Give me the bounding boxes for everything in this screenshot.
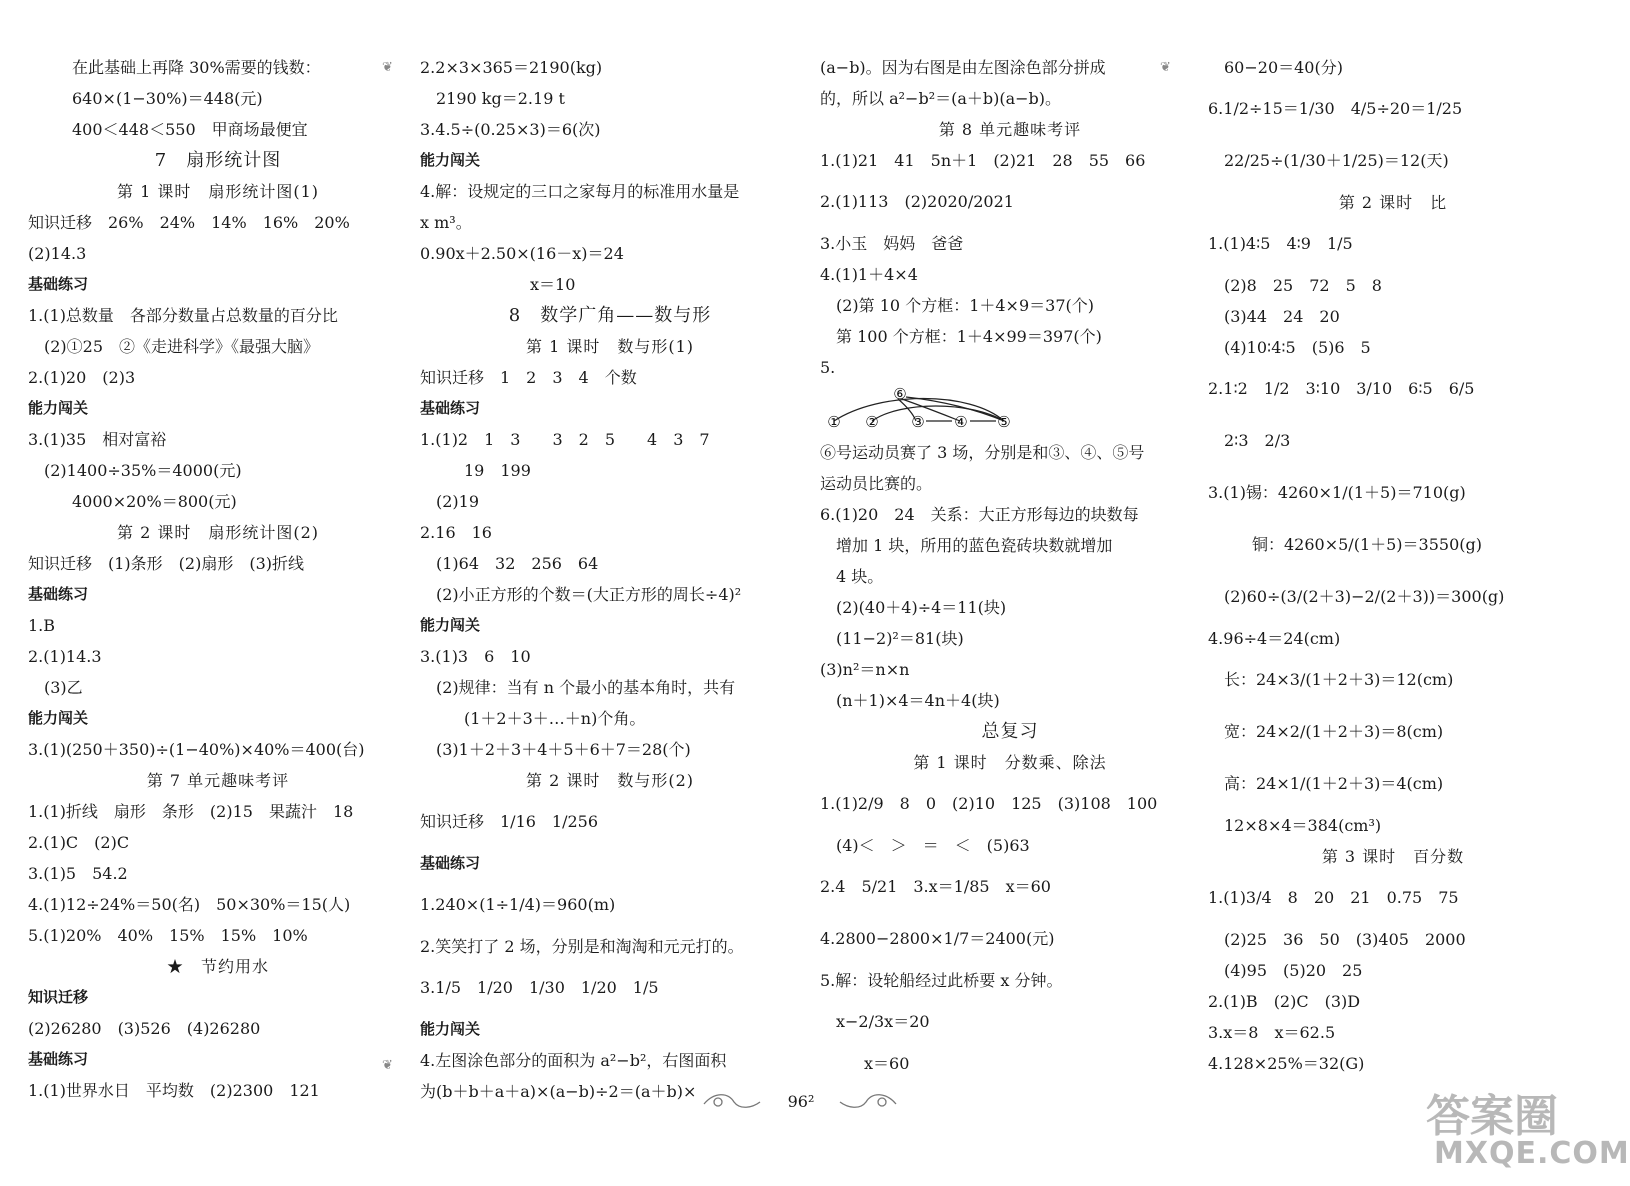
text-line: 2.(1)14.3 bbox=[28, 647, 102, 666]
text-line: 2.(1)C (2)C bbox=[28, 833, 130, 852]
text-line: (1＋2＋3＋…＋n)个角。 bbox=[464, 709, 646, 728]
text-line: 运动员比赛的。 bbox=[820, 474, 933, 493]
subsection-heading: 能力闯关 bbox=[420, 151, 481, 169]
node-4: ④ bbox=[954, 413, 968, 431]
text-line: 1.B bbox=[28, 616, 56, 635]
text-line: 3.(1)35 相对富裕 bbox=[28, 430, 167, 449]
text-line: (2)25 36 50 (3)405 2000 bbox=[1224, 930, 1466, 949]
text-line: 的，所以 a²−b²＝(a＋b)(a−b)。 bbox=[820, 89, 1062, 108]
text-line: (3)n²＝n×n bbox=[820, 660, 910, 679]
text-line: (2)第 10 个方框：1＋4×9＝37(个) bbox=[836, 296, 1094, 315]
text-line: 2.(1)B (2)C (3)D bbox=[1208, 992, 1361, 1011]
text-line: x＝60 bbox=[864, 1054, 910, 1073]
lesson-title: 第 3 课时 百分数 bbox=[1321, 847, 1465, 866]
text-line: (2)26280 (3)526 (4)26280 bbox=[28, 1019, 261, 1038]
node-5: ⑤ bbox=[997, 413, 1011, 431]
text-line: 12×8×4＝384(cm³) bbox=[1224, 816, 1382, 835]
lesson-title: 第 1 课时 扇形统计图(1) bbox=[116, 182, 320, 201]
text-line: 5.解：设轮船经过此桥要 x 分钟。 bbox=[820, 971, 1063, 990]
text-line: 2.1∶2 1/2 3∶10 3/10 6∶5 6/5 bbox=[1208, 379, 1475, 398]
text-line: 4.(1)12÷24%＝50(名) 50×30%＝15(人) bbox=[28, 895, 351, 914]
lesson-title: 第 1 课时 数与形(1) bbox=[525, 337, 695, 356]
text-line: (4)10∶4∶5 (5)6 5 bbox=[1224, 338, 1371, 357]
subsection-heading: 能力闯关 bbox=[28, 709, 89, 727]
text-line: 1.(1)总数量 各部分数量占总数量的百分比 bbox=[28, 306, 338, 325]
text-line: 1.(1)折线 扇形 条形 (2)15 果蔬汁 18 bbox=[28, 802, 354, 821]
text-line: 2190 kg＝2.19 t bbox=[436, 89, 565, 108]
text-line: 4.2800−2800×1/7＝2400(元) bbox=[820, 929, 1055, 948]
text-line: 6.(1)20 24 关系：大正方形每边的块数每 bbox=[820, 505, 1139, 524]
text-line: x m³。 bbox=[420, 213, 472, 232]
text-line: 知识迁移 1 2 3 4 个数 bbox=[420, 368, 637, 387]
node-2: ② bbox=[865, 413, 879, 431]
divider-ornament-icon: ❦ bbox=[1160, 60, 1171, 75]
section-title: 7 扇形统计图 bbox=[154, 150, 282, 171]
text-line: 22/25÷(1/30＋1/25)＝12(天) bbox=[1224, 151, 1449, 170]
text-line: 6.1/2÷15＝1/30 4/5÷20＝1/25 bbox=[1208, 99, 1463, 118]
special-topic-title: ★ 节约用水 bbox=[166, 957, 269, 976]
text-line: (1)64 32 256 64 bbox=[436, 554, 599, 573]
text-line: 在此基础上再降 30%需要的钱数： bbox=[72, 58, 321, 77]
unit-review-title: 第 8 单元趣味考评 bbox=[938, 120, 1082, 139]
text-line: 3.小玉 妈妈 爸爸 bbox=[820, 234, 964, 253]
text-line: 3.(1)3 6 10 bbox=[420, 647, 531, 666]
text-line: 4.解：设规定的三口之家每月的标准用水量是 bbox=[420, 182, 740, 201]
text-line: 2.16 16 bbox=[420, 523, 492, 542]
text-line: (2)1400÷35%＝4000(元) bbox=[44, 461, 242, 480]
text-line: 增加 1 块，所用的蓝色瓷砖块数就增加 bbox=[836, 536, 1113, 555]
text-line: 知识迁移 26% 24% 14% 16% 20% bbox=[28, 213, 350, 232]
text-line: 2.笑笑打了 2 场，分别是和淘淘和元元打的。 bbox=[420, 937, 744, 956]
text-line: 5. bbox=[820, 358, 836, 377]
text-line: (a−b)。因为右图是由左图涂色部分拼成 bbox=[820, 58, 1106, 77]
node-3: ③ bbox=[911, 413, 925, 431]
text-line: 4.左图涂色部分的面积为 a²−b²，右图面积 bbox=[420, 1051, 727, 1070]
text-line: 4.96÷4＝24(cm) bbox=[1208, 629, 1341, 648]
text-line: 1.(1)2/9 8 0 (2)10 125 (3)108 100 bbox=[820, 794, 1158, 813]
text-line: 1.(1)2 1 3 3 2 5 4 3 7 bbox=[420, 430, 710, 449]
text-line: 640×(1−30%)＝448(元) bbox=[72, 89, 263, 108]
text-line: 长：24×3/(1＋2＋3)＝12(cm) bbox=[1224, 670, 1454, 689]
text-line: 2.2×3×365＝2190(kg) bbox=[420, 58, 603, 77]
text-line: 3.1/5 1/20 1/30 1/20 1/5 bbox=[420, 978, 659, 997]
subsection-heading: 能力闯关 bbox=[420, 616, 481, 634]
text-line: (11−2)²＝81(块) bbox=[836, 629, 964, 648]
subsection-heading: 基础练习 bbox=[420, 854, 481, 872]
text-line: (4)95 (5)20 25 bbox=[1224, 961, 1363, 980]
subsection-heading: 知识迁移 bbox=[28, 988, 89, 1006]
node-1: ① bbox=[827, 413, 841, 431]
subsection-heading: 基础练习 bbox=[420, 399, 481, 417]
text-line: (2)(40＋4)÷4＝11(块) bbox=[836, 598, 1007, 617]
text-line: 19 199 bbox=[464, 461, 531, 480]
text-line: 400＜448＜550 甲商场最便宜 bbox=[72, 120, 308, 139]
text-line: 1.240×(1÷1/4)＝960(m) bbox=[420, 895, 616, 914]
text-line: (2)60÷(3/(2＋3)−2/(2＋3))＝300(g) bbox=[1224, 587, 1505, 606]
text-line: 2.(1)113 (2)2020/2021 bbox=[820, 192, 1014, 211]
subsection-heading: 基础练习 bbox=[28, 1050, 89, 1068]
text-line: 60−20＝40(分) bbox=[1224, 58, 1343, 77]
answer-column-4 bbox=[1208, 52, 1578, 1079]
unit-review-title: 第 7 单元趣味考评 bbox=[146, 771, 290, 790]
section-title: 总复习 bbox=[981, 721, 1039, 742]
text-line: 0.90x＋2.50×(16－x)＝24 bbox=[420, 244, 624, 263]
text-line: 宽：24×2/(1＋2＋3)＝8(cm) bbox=[1224, 722, 1444, 741]
match-graph-diagram bbox=[820, 383, 1040, 437]
text-line: 4.128×25%＝32(G) bbox=[1208, 1054, 1365, 1073]
text-line: ⑥号运动员赛了 3 场，分别是和③、④、⑤号 bbox=[820, 443, 1145, 462]
lesson-title: 第 2 课时 扇形统计图(2) bbox=[116, 523, 320, 542]
text-line: 2.(1)20 (2)3 bbox=[28, 368, 136, 387]
section-title: 8 数学广角——数与形 bbox=[508, 305, 712, 326]
watermark-text: 答案圈 bbox=[1426, 1091, 1558, 1142]
text-line: (2)规律：当有 n 个最小的基本角时，共有 bbox=[436, 678, 736, 697]
text-line: (2)①25 ②《走进科学》《最强大脑》 bbox=[44, 337, 320, 356]
text-line: 3.x＝8 x＝62.5 bbox=[1208, 1023, 1336, 1042]
text-line: 知识迁移 1/16 1/256 bbox=[420, 812, 599, 831]
divider-ornament-icon: ❦ bbox=[382, 1058, 393, 1073]
text-line: 3.(1)(250＋350)÷(1−40%)×40%＝400(台) bbox=[28, 740, 365, 759]
text-line: 为(b＋b＋a＋a)×(a−b)÷2＝(a＋b)× bbox=[420, 1082, 697, 1101]
page-footer bbox=[700, 1088, 900, 1118]
text-line: (4)＜ ＞ ＝ ＜ (5)63 bbox=[836, 836, 1030, 855]
text-line: 3.4.5÷(0.25×3)＝6(次) bbox=[420, 120, 601, 139]
text-line: (n＋1)×4＝4n＋4(块) bbox=[836, 691, 1000, 710]
text-line: 5.(1)20% 40% 15% 15% 10% bbox=[28, 926, 308, 945]
lesson-title: 第 2 课时 比 bbox=[1338, 193, 1448, 212]
text-line: 第 100 个方框：1＋4×99＝397(个) bbox=[836, 327, 1102, 346]
text-line: x−2/3x＝20 bbox=[836, 1012, 930, 1031]
watermark-url: MXQE.COM bbox=[1434, 1136, 1630, 1171]
answer-column-3 bbox=[820, 52, 1200, 1079]
text-line: (2)8 25 72 5 8 bbox=[1224, 276, 1382, 295]
text-line: 3.(1)5 54.2 bbox=[28, 864, 128, 883]
watermark bbox=[1420, 1080, 1630, 1180]
lesson-title: 第 2 课时 数与形(2) bbox=[525, 771, 695, 790]
text-line: (3)乙 bbox=[44, 678, 83, 697]
text-line: 4.(1)1＋4×4 bbox=[820, 265, 918, 284]
text-line: 2∶3 2/3 bbox=[1224, 431, 1291, 450]
answer-column-1 bbox=[28, 52, 408, 1106]
text-line: (3)44 24 20 bbox=[1224, 307, 1340, 326]
text-line: 高：24×1/(1＋2＋3)＝4(cm) bbox=[1224, 774, 1444, 793]
text-line: 铜：4260×5/(1＋5)＝3550(g) bbox=[1252, 535, 1482, 554]
subsection-heading: 能力闯关 bbox=[28, 399, 89, 417]
subsection-heading: 基础练习 bbox=[28, 275, 89, 293]
text-line: (2)19 bbox=[436, 492, 480, 511]
text-line: 1.(1)4∶5 4∶9 1/5 bbox=[1208, 234, 1353, 253]
subsection-heading: 能力闯关 bbox=[420, 1020, 481, 1038]
page-number: 96² bbox=[787, 1092, 815, 1111]
divider-ornament-icon: ❦ bbox=[382, 60, 393, 75]
text-line: (3)1＋2＋3＋4＋5＋6＋7＝28(个) bbox=[436, 740, 691, 759]
lesson-title: 第 1 课时 分数乘、除法 bbox=[913, 753, 1107, 772]
text-line: 2.4 5/21 3.x＝1/85 x＝60 bbox=[820, 877, 1051, 896]
text-line: 1.(1)21 41 5n＋1 (2)21 28 55 66 bbox=[820, 151, 1146, 170]
text-line: 4000×20%＝800(元) bbox=[72, 492, 237, 511]
text-line: 4 块。 bbox=[836, 567, 884, 586]
text-line: (2)14.3 bbox=[28, 244, 87, 263]
text-line: 1.(1)3/4 8 20 21 0.75 75 bbox=[1208, 888, 1459, 907]
text-line: x＝10 bbox=[530, 275, 576, 294]
text-line: (2)小正方形的个数＝(大正方形的周长÷4)² bbox=[436, 585, 742, 604]
text-line: 3.(1)锡：4260×1/(1＋5)＝710(g) bbox=[1208, 483, 1466, 502]
text-line: 1.(1)世界水日 平均数 (2)2300 121 bbox=[28, 1081, 320, 1100]
subsection-heading: 基础练习 bbox=[28, 585, 89, 603]
answer-column-2 bbox=[420, 52, 800, 1107]
text-line: 知识迁移 (1)条形 (2)扇形 (3)折线 bbox=[28, 554, 304, 573]
node-6: ⑥ bbox=[893, 385, 907, 403]
